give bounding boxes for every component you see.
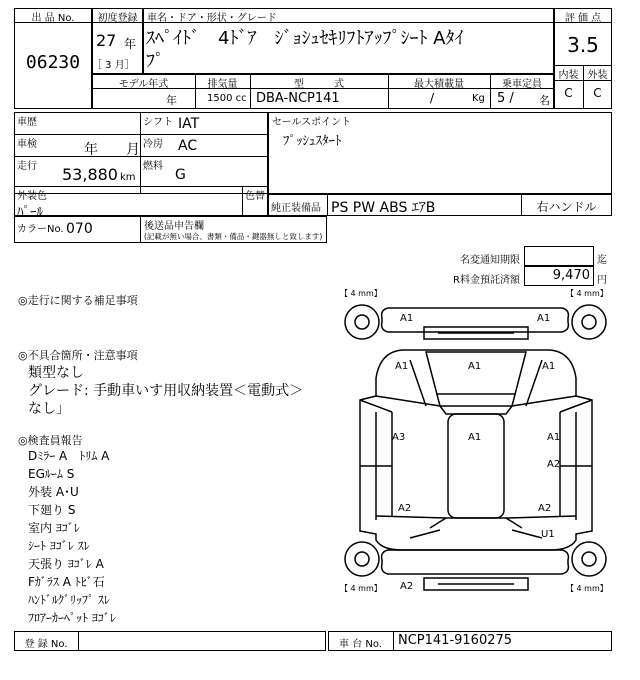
color-number-label: カラーNo. xyxy=(17,224,64,235)
sales-point-label: セールスポイント xyxy=(272,117,352,128)
color-number-value: 070 xyxy=(66,221,93,237)
shift-label: シフト xyxy=(143,117,173,128)
car-damage-diagram xyxy=(340,288,612,624)
name-change-box xyxy=(524,246,594,266)
recycle-unit: 円 xyxy=(597,275,607,286)
aftermarket-label: 後送品申告欄 xyxy=(144,221,204,232)
lot-number: 06230 xyxy=(25,52,81,73)
car-name-line2: ﾌﾟ xyxy=(146,51,164,72)
mark-left-door: A3 xyxy=(392,432,406,443)
color-change-label: 色替 xyxy=(245,191,265,202)
tire-front-left: 【 4 mm】 xyxy=(340,289,382,298)
chassis-number-label: 車 台 No. xyxy=(339,639,382,650)
mark-right-quarter: A2 xyxy=(538,503,552,514)
inspector-line: ﾌﾛｱｰｶｰﾍﾟｯﾄ ﾖｺﾞﾚ xyxy=(28,611,116,625)
defects-line: 類型なし xyxy=(28,365,84,381)
max-load-value: / xyxy=(430,91,435,105)
inspector-line: Dﾐﾗｰ A ﾄﾘﾑ A xyxy=(28,449,110,463)
recycle-value: 9,470 xyxy=(552,268,590,283)
color-value: ﾊﾟｰﾙ xyxy=(17,205,43,220)
handle-value: 右ハンドル xyxy=(536,200,597,214)
equipment-label: 純正装備品 xyxy=(271,203,321,214)
inspector-title: ◎検査員報告 xyxy=(18,434,83,447)
tire-rear-right: 【 4 mm】 xyxy=(566,584,608,593)
type-label: 型 式 xyxy=(294,79,344,90)
fuel-value: G xyxy=(175,167,186,183)
mark-roof: A1 xyxy=(468,432,482,443)
mark-right-rear-door: A2 xyxy=(547,459,561,470)
inspector-line: ﾊﾝﾄﾞﾙｸﾞﾘｯﾌﾟ ｽﾚ xyxy=(28,593,110,607)
inspector-line: 天張り ﾖｺﾞﾚ A xyxy=(28,557,104,571)
max-load-label: 最大積載量 xyxy=(414,79,464,90)
aftermarket-note: (記載が無い場合、書類・備品・鍵器無しと致します) xyxy=(144,232,323,241)
exterior-label: 外装 xyxy=(587,70,608,81)
inspector-line: Fｶﾞﾗｽ A ﾄﾋﾞ石 xyxy=(28,575,105,589)
name-change-unit: 迄 xyxy=(597,255,607,266)
inspection-label: 車検 xyxy=(17,139,37,150)
interior-label: 内装 xyxy=(558,70,579,81)
mark-rear-bumper: A2 xyxy=(400,581,414,592)
mark-hood: A1 xyxy=(468,361,482,372)
tire-front-right: 【 4 mm】 xyxy=(566,289,608,298)
car-name-label: 車名・ドア・形状・グレード xyxy=(147,13,277,24)
name-change-label: 名変通知期限 xyxy=(460,255,520,266)
model-year-label: モデル年式 xyxy=(118,79,169,90)
tire-rear-left: 【 4 mm】 xyxy=(340,584,382,593)
car-name-line1: ｽﾍﾟｲﾄﾞ 4ﾄﾞｱ ｼﾞｮｼｭｾｷﾘﾌﾄｱｯﾌﾟｼｰﾄ Aﾀｲ xyxy=(146,28,464,49)
defects-line: なし」 xyxy=(28,401,70,417)
displacement-value: 1500 cc xyxy=(207,93,247,104)
mark-right-rear: U1 xyxy=(541,529,555,540)
interior-grade: C xyxy=(564,86,573,100)
capacity-value: 5 / xyxy=(497,91,514,106)
mark-front-bumper-left: A1 xyxy=(400,313,414,324)
score-value: 3.5 xyxy=(567,33,599,57)
chassis-number-value: NCP141-9160275 xyxy=(398,633,513,648)
first-registration-month: ［ 3 月］ xyxy=(92,60,135,71)
score-label: 評 価 点 xyxy=(564,13,602,24)
inspector-line: 外装 A･U xyxy=(28,485,79,499)
defects-title: ◎不具合箇所・注意事項 xyxy=(18,349,138,362)
model-year-unit: 年 xyxy=(166,94,177,107)
mark-left-quarter: A2 xyxy=(398,503,412,514)
driving-notes-title: ◎走行に関する補足事項 xyxy=(18,294,138,307)
mark-front-bumper-right: A1 xyxy=(537,313,551,324)
mark-front-fender-left: A1 xyxy=(395,361,409,372)
inspection-value: 年 月 xyxy=(84,142,140,158)
fuel-label: 燃料 xyxy=(143,161,163,172)
type-value: DBA-NCP141 xyxy=(256,91,340,106)
sales-point-value: ﾌﾟｯｼｭｽﾀｰﾄ xyxy=(283,134,342,149)
shift-value: IAT xyxy=(178,116,200,132)
capacity-unit: 名 xyxy=(539,94,550,107)
color-label: 外装色 xyxy=(17,191,47,202)
aircon-label: 冷房 xyxy=(143,139,163,150)
mileage-label: 走行 xyxy=(17,161,37,172)
history-label: 車歴 xyxy=(17,117,37,128)
capacity-label: 乗車定員 xyxy=(502,79,542,90)
first-registration-year-unit: 年 xyxy=(124,37,137,51)
mark-right-front-door: A1 xyxy=(547,432,561,443)
registration-number-label: 登 録 No. xyxy=(24,639,68,650)
mileage-value: 53,880 xyxy=(62,165,118,184)
equipment-value: PS PW ABS ｴｱB xyxy=(331,200,436,216)
inspector-line: 室内 ﾖｺﾞﾚ xyxy=(28,521,80,535)
inspector-line: ｼｰﾄ ﾖｺﾞﾚ ｽﾚ xyxy=(28,539,90,553)
displacement-label: 排気量 xyxy=(207,79,238,90)
color-box xyxy=(14,186,268,216)
mileage-unit: km xyxy=(120,172,136,183)
exterior-grade: C xyxy=(593,86,602,100)
aircon-value: AC xyxy=(178,138,198,154)
inspector-line: EGﾙｰﾑ S xyxy=(28,467,75,481)
first-registration-label: 初度登録 xyxy=(97,13,138,24)
details-left-box xyxy=(14,112,268,194)
inspector-line: 下廻り S xyxy=(28,503,76,517)
recycle-label: R料金預託済額 xyxy=(453,275,520,286)
lot-number-label: 出 品 No. xyxy=(31,13,75,24)
max-load-unit: Kg xyxy=(472,93,485,104)
first-registration-year: 27 xyxy=(96,31,117,50)
mark-front-fender-right: A1 xyxy=(542,361,556,372)
defects-line: グレード: 手動車いす用収納装置＜電動式＞ xyxy=(28,383,304,399)
